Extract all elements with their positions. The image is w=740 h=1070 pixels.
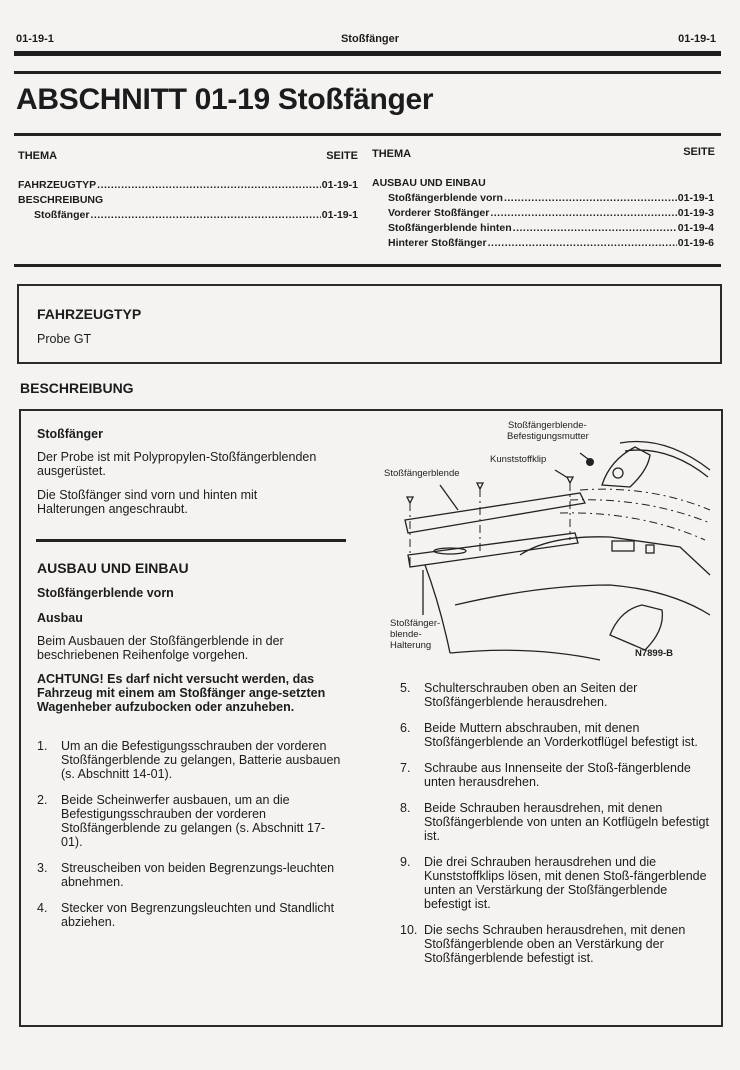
removal-sub-subheading: Ausbau bbox=[37, 611, 83, 625]
step-item: 8. Beide Schrauben herausdrehen, mit denen Stoßfängerblende von unten an Kotflügeln befestigt ist. bbox=[400, 801, 709, 843]
toc-rule-bottom bbox=[14, 264, 721, 267]
page-number-left: 01-19-1 bbox=[16, 33, 54, 45]
steps-left bbox=[37, 739, 342, 941]
mount-bracket bbox=[602, 447, 650, 487]
toc-left-topic-header: THEMA bbox=[18, 150, 58, 162]
vehicle-type-heading: FAHRZEUGTYP bbox=[37, 306, 142, 322]
step-item: 9. Die drei Schrauben herausdrehen und die Kunststoffklips lösen, mit denen Stoß-fängerblende unten an Verstärkung der Stoßfängerblende befestigt ist. bbox=[400, 855, 707, 911]
toc-left-page-header: SEITE bbox=[326, 150, 358, 162]
hood-line-3 bbox=[560, 513, 705, 540]
toc-entry: BESCHREIBUNG bbox=[18, 194, 104, 206]
removal-rule bbox=[36, 539, 346, 542]
page-number-right: 01-19-1 bbox=[678, 33, 716, 45]
description-subheading: Stoßfänger bbox=[37, 427, 103, 441]
toc-entry[interactable]: Stoßfängerblende vorn ..... 01-19-1 bbox=[372, 191, 714, 206]
bracket-strip bbox=[408, 533, 578, 567]
fascia-bottom bbox=[450, 650, 600, 660]
step-item: 4. Stecker von Begrenzungsleuchten und Standlicht abziehen. bbox=[37, 901, 335, 929]
description-heading: BESCHREIBUNG bbox=[20, 380, 134, 396]
removal-heading: AUSBAU UND EINBAU bbox=[37, 560, 189, 576]
toc-right-topic-header: THEMA bbox=[372, 148, 412, 160]
toc-entry[interactable]: Stoßfängerblende hinten ..... 01-19-4 bbox=[372, 221, 714, 236]
toc-left bbox=[18, 178, 358, 223]
toc-entry[interactable]: Vorderer Stoßfänger ..... 01-19-3 bbox=[372, 206, 714, 221]
label-bracket-line3: Halterung bbox=[390, 640, 432, 651]
step-item: 7. Schraube aus Innenseite der Stoß-fängerblende unten herausdrehen. bbox=[400, 761, 691, 789]
step-item: 2. Beide Scheinwerfer ausbauen, um an die Befestigungsschrauben der vorderen Stoßfängerblende zu gelangen (s. Abschnitt 17-01). bbox=[37, 793, 326, 849]
header-rule bbox=[14, 51, 721, 56]
step-item: 3. Streuscheiben von beiden Begrenzungs-leuchten abnehmen. bbox=[37, 861, 335, 889]
label-bracket-line1: Stoßfänger- bbox=[390, 618, 441, 629]
cover-strip bbox=[405, 493, 585, 533]
hood-line bbox=[580, 489, 710, 510]
removal-warning: ACHTUNG! Es darf nicht versucht werden, das Fahrzeug mit einem am Stoßfänger ange-setzten Wagenheber aufzubocken oder anzuheben. bbox=[37, 672, 326, 714]
step-item: 1. Um an die Befestigungsschrauben der vorderen Stoßfängerblende zu gelangen, Batterie ausbauen (s. Abschnitt 14-01). bbox=[37, 739, 341, 781]
toc-entry[interactable]: Stoßfänger ..... 01-19-1 bbox=[18, 208, 358, 223]
description-paragraph-1: Der Probe ist mit Polypropylen-Stoßfängerblenden ausgerüstet. bbox=[37, 450, 317, 478]
fascia-upper-edge bbox=[520, 537, 710, 575]
fender-edge-inner bbox=[625, 450, 708, 477]
figure-id: N7899-B bbox=[635, 648, 674, 659]
toc-entry[interactable]: Hinterer Stoßfänger ..... 01-19-6 bbox=[372, 236, 714, 251]
leader-nut bbox=[580, 453, 588, 459]
toc-group: AUSBAU UND EINBAU bbox=[372, 177, 486, 189]
fender-edge bbox=[620, 442, 710, 470]
bumper-figure bbox=[380, 415, 715, 665]
bracket-hole bbox=[613, 468, 623, 478]
label-bracket-line2: blende- bbox=[390, 629, 422, 640]
title-rule-bottom bbox=[14, 133, 721, 136]
fascia-mid-line bbox=[455, 585, 710, 615]
label-nut-line1: Stoßfängerblende- bbox=[508, 420, 587, 431]
fog-lamp-opening bbox=[610, 605, 662, 650]
toc-right-page-header: SEITE bbox=[683, 146, 715, 158]
removal-intro: Beim Ausbauen der Stoßfängerblende in der beschriebenen Reihenfolge vorgehen. bbox=[37, 634, 284, 662]
step-item: 6. Beide Muttern abschrauben, mit denen Stoßfängerblende an Vorderkotflügel befestigt ist. bbox=[400, 721, 698, 749]
hood-line-2 bbox=[570, 500, 710, 523]
toc-entry[interactable]: FAHRZEUGTYP ..... 01-19-1 bbox=[18, 178, 358, 193]
step-item: 5. Schulterschrauben oben an Seiten der Stoßfängerblende herausdrehen. bbox=[400, 681, 638, 709]
removal-subheading: Stoßfängerblende vorn bbox=[37, 586, 174, 600]
title-rule-top bbox=[14, 71, 721, 74]
vehicle-type-value: Probe GT bbox=[37, 332, 92, 346]
steps-right bbox=[400, 681, 715, 977]
label-cover: Stoßfängerblende bbox=[384, 468, 460, 479]
description-paragraph-2: Die Stoßfänger sind vorn und hinten mit Halterungen angeschraubt. bbox=[37, 488, 258, 516]
page-title: ABSCHNITT 01-19 Stoßfänger bbox=[16, 83, 434, 116]
vehicle-type-box bbox=[17, 284, 722, 364]
leader-cover bbox=[440, 485, 458, 510]
step-item: 10. Die sechs Schrauben herausdrehen, mit denen Stoßfängerblende oben an Verstärkung der Stoßfängerblende befestigt ist. bbox=[400, 923, 686, 965]
label-nut-line2: Befestigungsmutter bbox=[507, 431, 589, 442]
small-opening bbox=[646, 545, 654, 553]
running-title: Stoßfänger bbox=[340, 33, 400, 45]
label-clip: Kunststoffklip bbox=[490, 454, 547, 465]
lamp-opening bbox=[612, 541, 634, 551]
toc-right bbox=[372, 176, 714, 251]
leader-clip bbox=[555, 470, 568, 478]
